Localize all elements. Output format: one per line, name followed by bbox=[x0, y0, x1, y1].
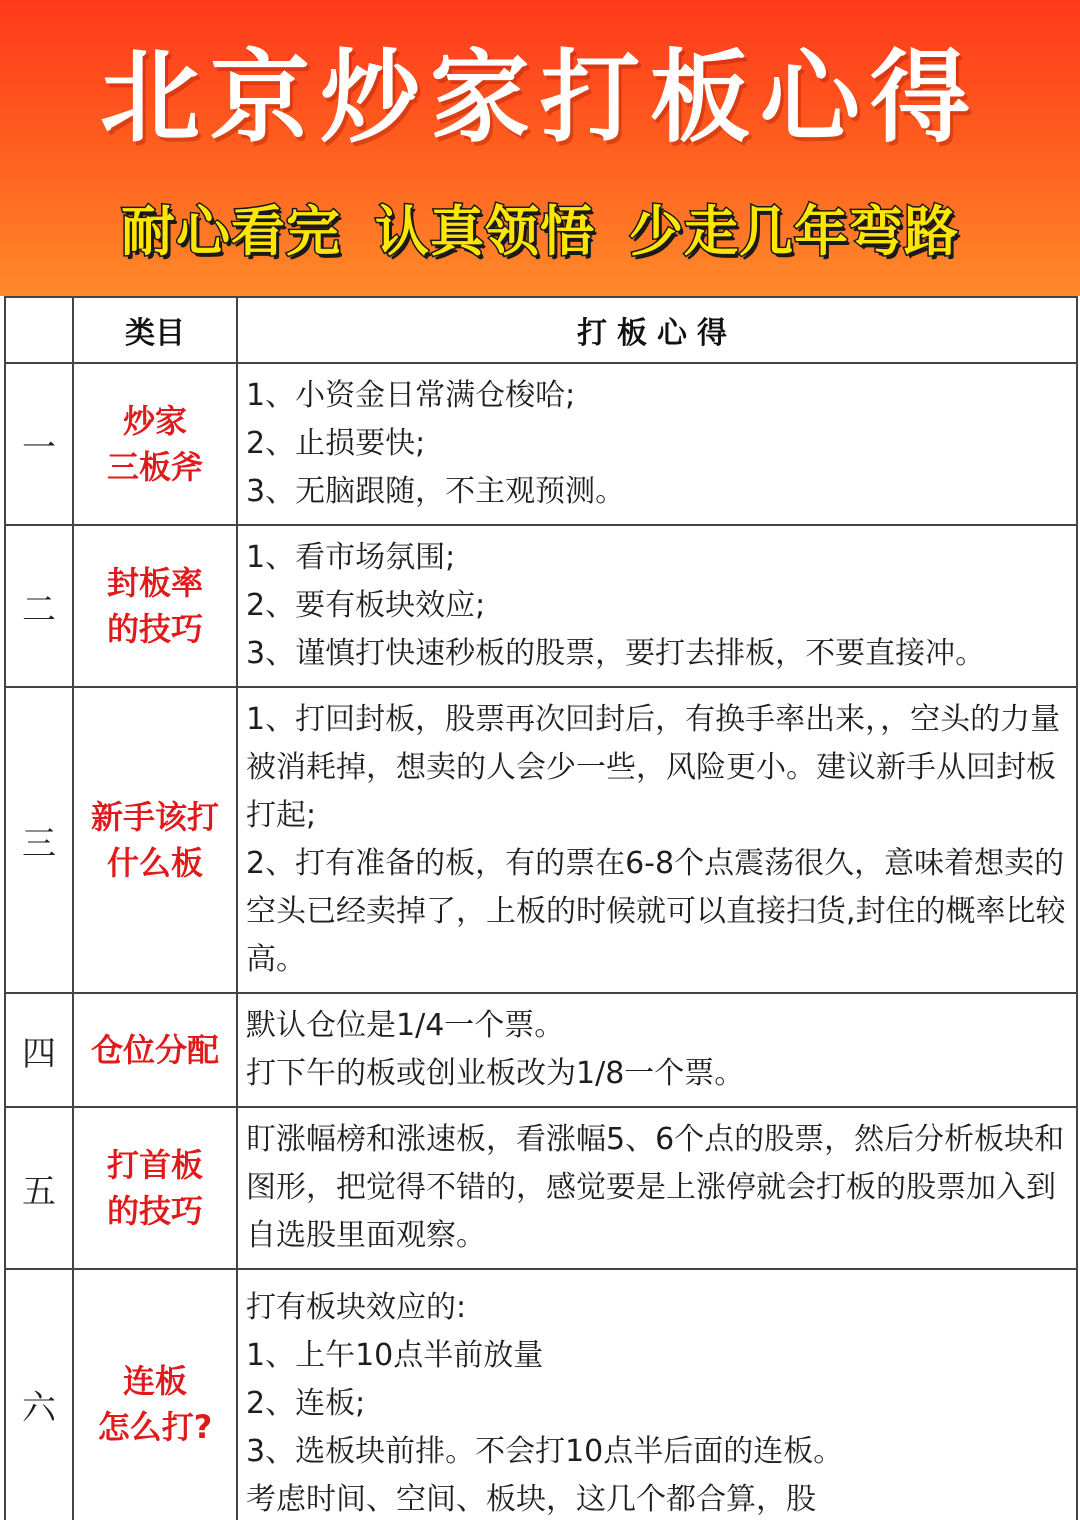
category-line: 什么板 bbox=[106, 844, 203, 882]
row-tips bbox=[237, 525, 1077, 687]
tip-line: 盯涨幅榜和涨速板，看涨幅5、6个点的股票，然后分析板块和图形，把觉得不错的，感觉要是上涨停就会打板的股票加入到自选股里面观察。 bbox=[246, 1122, 1065, 1253]
row-category bbox=[73, 993, 237, 1107]
tips-table bbox=[4, 296, 1078, 1520]
category-line: 炒家 bbox=[122, 402, 187, 440]
slogan-row bbox=[0, 196, 1080, 268]
row-number: 四 bbox=[5, 993, 73, 1107]
category-line: 的技巧 bbox=[106, 1192, 203, 1230]
category-line: 怎么打? bbox=[97, 1408, 213, 1446]
row-tips bbox=[237, 1107, 1077, 1269]
tips-table-wrapper bbox=[4, 296, 1076, 1520]
tip-line: 考虑时间、空间、板块，这几个都合算，股 bbox=[246, 1482, 816, 1517]
row-number: 五 bbox=[5, 1107, 73, 1269]
header-number bbox=[5, 297, 73, 363]
category-line: 连板 bbox=[122, 1362, 187, 1400]
tip-line: 3、选板块前排。不会打10点半后面的连板。 bbox=[246, 1434, 844, 1469]
tip-line: 默认仓位是1/4一个票。 bbox=[246, 1008, 565, 1043]
table-row bbox=[5, 1269, 1077, 1520]
slogan-3: 少走几年弯路 bbox=[629, 200, 959, 263]
row-number: 一 bbox=[5, 363, 73, 525]
row-number: 三 bbox=[5, 687, 73, 993]
header-tips: 打板心得 bbox=[237, 297, 1077, 363]
table-header-row bbox=[5, 297, 1077, 363]
tip-line: 1、小资金日常满仓梭哈; bbox=[246, 378, 576, 413]
row-tips bbox=[237, 1269, 1077, 1520]
tip-line: 2、要有板块效应; bbox=[246, 588, 486, 623]
category-line: 的技巧 bbox=[106, 610, 203, 648]
category-line: 打首板 bbox=[106, 1146, 203, 1184]
category-line: 新手该打 bbox=[90, 798, 219, 836]
table-row bbox=[5, 993, 1077, 1107]
row-category bbox=[73, 1107, 237, 1269]
row-number: 二 bbox=[5, 525, 73, 687]
table-row bbox=[5, 1107, 1077, 1269]
category-line: 三板斧 bbox=[106, 448, 203, 486]
page-title: 北京炒家打板心得 bbox=[100, 39, 980, 156]
header-category: 类目 bbox=[73, 297, 237, 363]
tip-line: 打有板块效应的: bbox=[246, 1290, 467, 1325]
category-line: 仓位分配 bbox=[90, 1031, 219, 1069]
tip-line: 2、连板; bbox=[246, 1386, 366, 1421]
table-row bbox=[5, 687, 1077, 993]
row-tips bbox=[237, 993, 1077, 1107]
tip-line: 2、止损要快; bbox=[246, 426, 426, 461]
row-number: 六 bbox=[5, 1269, 73, 1520]
tip-line: 3、无脑跟随，不主观预测。 bbox=[246, 474, 626, 509]
tip-line: 1、上午10点半前放量 bbox=[246, 1338, 544, 1373]
tip-line: 打下午的板或创业板改为1/8一个票。 bbox=[246, 1056, 745, 1091]
category-line: 封板率 bbox=[106, 564, 203, 602]
tip-line: 3、谨慎打快速秒板的股票，要打去排板，不要直接冲。 bbox=[246, 636, 986, 671]
header-banner bbox=[0, 0, 1080, 296]
row-category bbox=[73, 525, 237, 687]
slogan-2: 认真领悟 bbox=[375, 200, 595, 263]
table-row bbox=[5, 525, 1077, 687]
row-tips bbox=[237, 687, 1077, 993]
tip-line: 2、打有准备的板，有的票在6-8个点震荡很久，意味着想卖的空头已经卖掉了，上板的时候就可以直接扫货,封住的概率比较高。 bbox=[246, 846, 1066, 977]
tip-line: 1、打回封板，股票再次回封后，有换手率出来，，空头的力量被消耗掉，想卖的人会少一些，风险更小。建议新手从回封板打起; bbox=[246, 702, 1061, 833]
tip-line: 1、看市场氛围; bbox=[246, 540, 456, 575]
row-category bbox=[73, 687, 237, 993]
row-category bbox=[73, 363, 237, 525]
table-row bbox=[5, 363, 1077, 525]
row-tips bbox=[237, 363, 1077, 525]
slogan-1: 耐心看完 bbox=[121, 200, 341, 263]
row-category bbox=[73, 1269, 237, 1520]
